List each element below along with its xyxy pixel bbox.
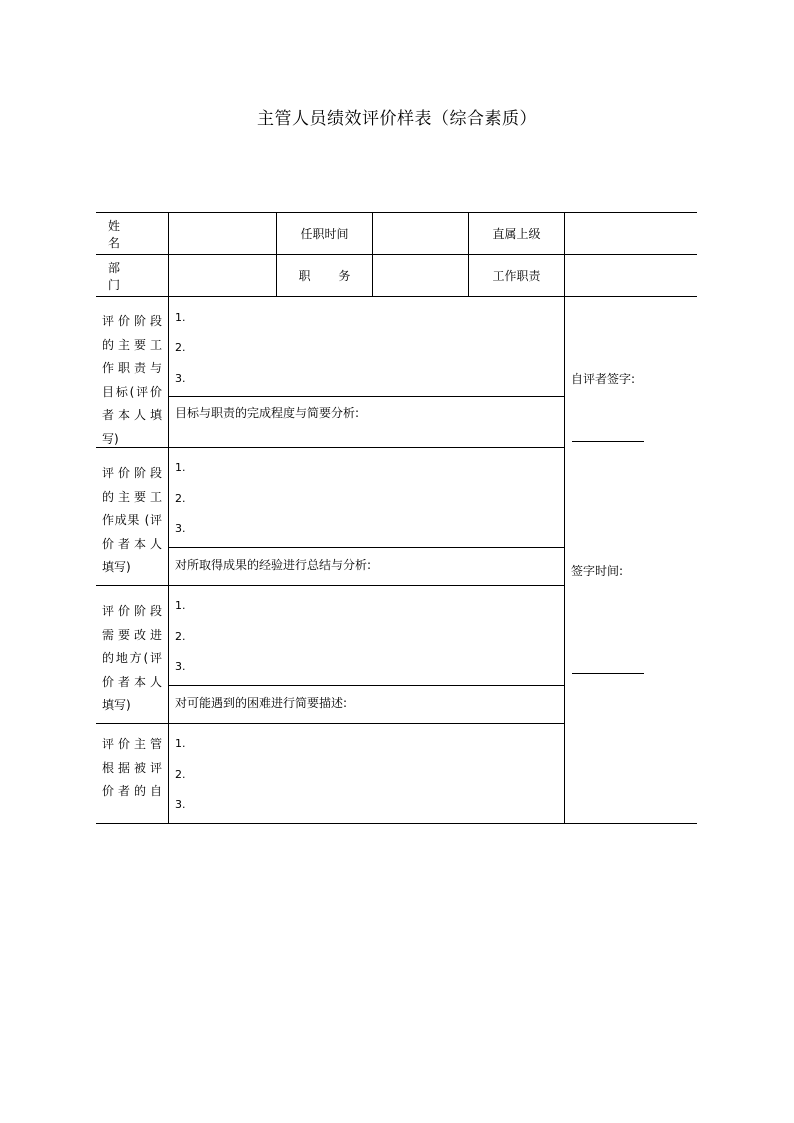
section-label-line: 的主要工 <box>102 489 162 504</box>
section-label-line: 需要改进 <box>102 627 162 642</box>
supervisor-value-cell[interactable] <box>565 213 697 254</box>
section-label-line: 填写) <box>102 698 131 712</box>
section-label <box>102 462 162 580</box>
section-label-line: 的主要工 <box>102 337 162 352</box>
list-item: 2. <box>175 630 186 643</box>
section-label-line: 作成果 (评 <box>102 513 162 527</box>
section-label-line: 作职责与 <box>102 361 162 375</box>
tenure-value-cell[interactable] <box>373 213 468 254</box>
name-label-cell <box>96 213 168 254</box>
sign-time-label: 签字时间: <box>571 564 624 578</box>
section-label-line: 目标(评价 <box>102 384 162 399</box>
sign-time-line[interactable] <box>572 673 644 674</box>
section-label <box>102 600 162 718</box>
analysis-prompt: 对可能遇到的困难进行简要描述: <box>175 696 348 710</box>
list-item: 2. <box>175 492 186 505</box>
signer-label: 自评者签字: <box>571 372 636 386</box>
section-label-line: 写) <box>102 431 119 446</box>
section-label <box>102 310 162 451</box>
section-label-line: 的地方(评 <box>102 651 162 665</box>
list-item: 1. <box>175 599 186 612</box>
tenure-label: 任职时间 <box>300 227 349 241</box>
column-divider <box>564 212 565 823</box>
dept-label-cell <box>96 255 168 296</box>
row-divider <box>96 296 697 297</box>
duty-value-cell[interactable] <box>565 255 697 296</box>
page-title: 主管人员绩效评价样表（综合素质） <box>257 109 537 129</box>
section-label-line: 评价阶段 <box>102 314 162 328</box>
column-divider <box>168 212 169 823</box>
section-label-line: 价者的自 <box>102 784 162 798</box>
list-item: 2. <box>175 341 186 354</box>
list-item: 3. <box>175 660 186 673</box>
name-label: 姓 名 <box>108 218 133 250</box>
name-value-cell[interactable] <box>169 213 276 254</box>
section-label-line: 评价阶段 <box>102 466 162 480</box>
section-label-line: 评价阶段 <box>102 604 162 618</box>
supervisor-label-cell <box>469 213 564 254</box>
list-item: 3. <box>175 798 186 811</box>
section-label-line: 根据被评 <box>102 760 162 775</box>
section-label-line: 价者本人 <box>102 674 162 689</box>
supervisor-label: 直属上级 <box>492 227 541 241</box>
analysis-prompt: 目标与职责的完成程度与简要分析: <box>175 406 360 420</box>
duty-label: 工作职责 <box>492 269 541 283</box>
row-divider <box>168 396 564 397</box>
signer-line[interactable] <box>572 441 644 442</box>
list-item: 3. <box>175 372 186 385</box>
row-divider <box>96 585 564 586</box>
dept-value-cell[interactable] <box>169 255 276 296</box>
position-label-cell <box>277 255 372 296</box>
section-label-line: 评价主管 <box>102 737 162 751</box>
section-label <box>102 733 162 804</box>
section-label-line: 价者本人 <box>102 536 162 551</box>
section-label-line: 填写) <box>102 560 131 574</box>
section-label-line: 者本人填 <box>102 408 162 422</box>
position-label: 职 务 <box>298 269 363 283</box>
row-divider <box>168 547 564 548</box>
tenure-label-cell <box>277 213 372 254</box>
row-divider <box>168 685 564 686</box>
list-item: 1. <box>175 737 186 750</box>
table-bottom-border <box>96 823 697 824</box>
row-divider <box>96 447 564 448</box>
list-item: 3. <box>175 522 186 535</box>
position-value-cell[interactable] <box>373 255 468 296</box>
list-item: 1. <box>175 311 186 324</box>
list-item: 1. <box>175 461 186 474</box>
analysis-prompt: 对所取得成果的经验进行总结与分析: <box>175 558 372 572</box>
duty-label-cell <box>469 255 564 296</box>
row-divider <box>96 723 564 724</box>
dept-label: 部 门 <box>108 260 133 292</box>
list-item: 2. <box>175 768 186 781</box>
